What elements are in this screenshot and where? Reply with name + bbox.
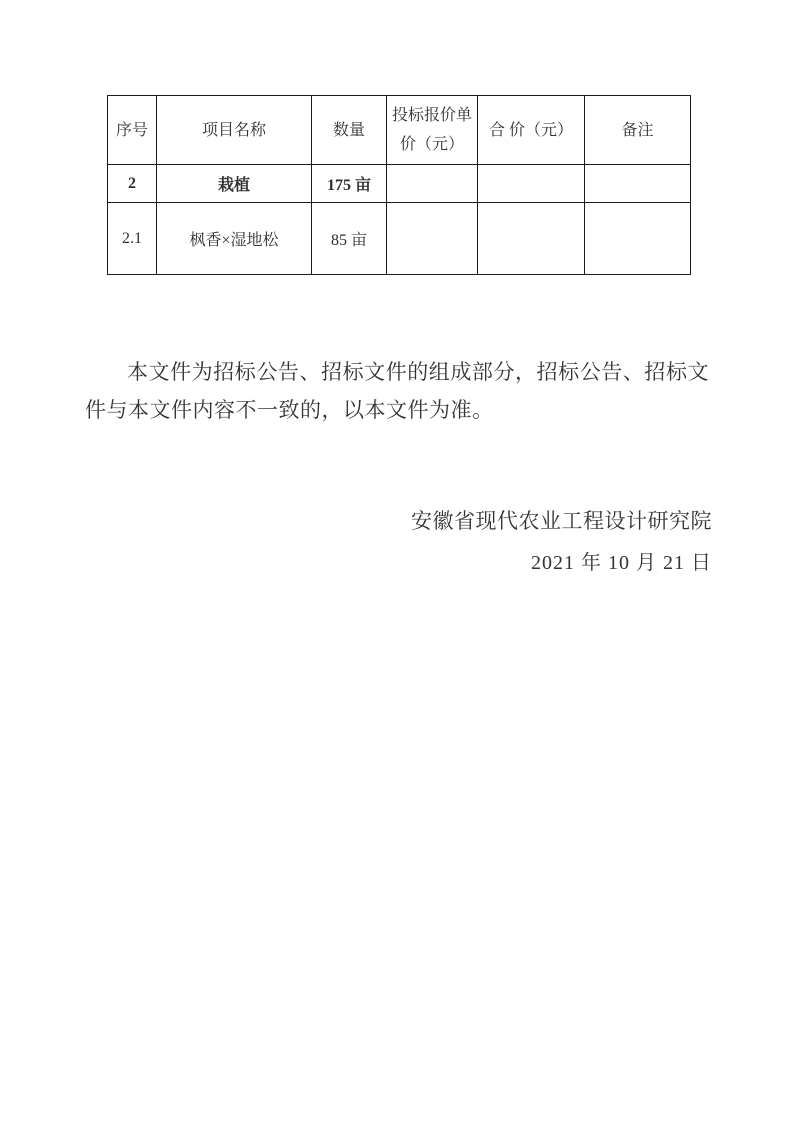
signature-block <box>411 500 712 584</box>
cell-quantity: 175 亩 <box>312 165 387 203</box>
cell-seq: 2 <box>108 165 157 203</box>
col-header-quantity: 数量 <box>312 96 387 165</box>
bid-items-table <box>107 95 691 275</box>
cell-seq: 2.1 <box>108 203 157 275</box>
col-header-seq: 序号 <box>108 96 157 165</box>
statement-paragraph: 本文件为招标公告、招标文件的组成部分，招标公告、招标文件与本文件内容不一致的，以本文件为准。 <box>85 360 709 422</box>
cell-item-name: 栽植 <box>157 165 312 203</box>
cell-remark <box>585 203 691 275</box>
cell-total-price <box>478 165 585 203</box>
col-header-item-name: 项目名称 <box>157 96 312 165</box>
cell-remark <box>585 165 691 203</box>
col-header-unit-price: 投标报价单价（元） <box>387 96 478 165</box>
table-row <box>108 165 691 203</box>
col-header-total-price: 合 价（元） <box>478 96 585 165</box>
table-header-row <box>108 96 691 165</box>
col-header-remark: 备注 <box>585 96 691 165</box>
table-row <box>108 203 691 275</box>
issuer-name: 安徽省现代农业工程设计研究院 <box>411 509 712 533</box>
cell-total-price <box>478 203 585 275</box>
cell-unit-price <box>387 203 478 275</box>
cell-item-name: 枫香×湿地松 <box>157 203 312 275</box>
issue-date: 2021 年 10 月 21 日 <box>531 552 712 574</box>
cell-quantity: 85 亩 <box>312 203 387 275</box>
cell-unit-price <box>387 165 478 203</box>
